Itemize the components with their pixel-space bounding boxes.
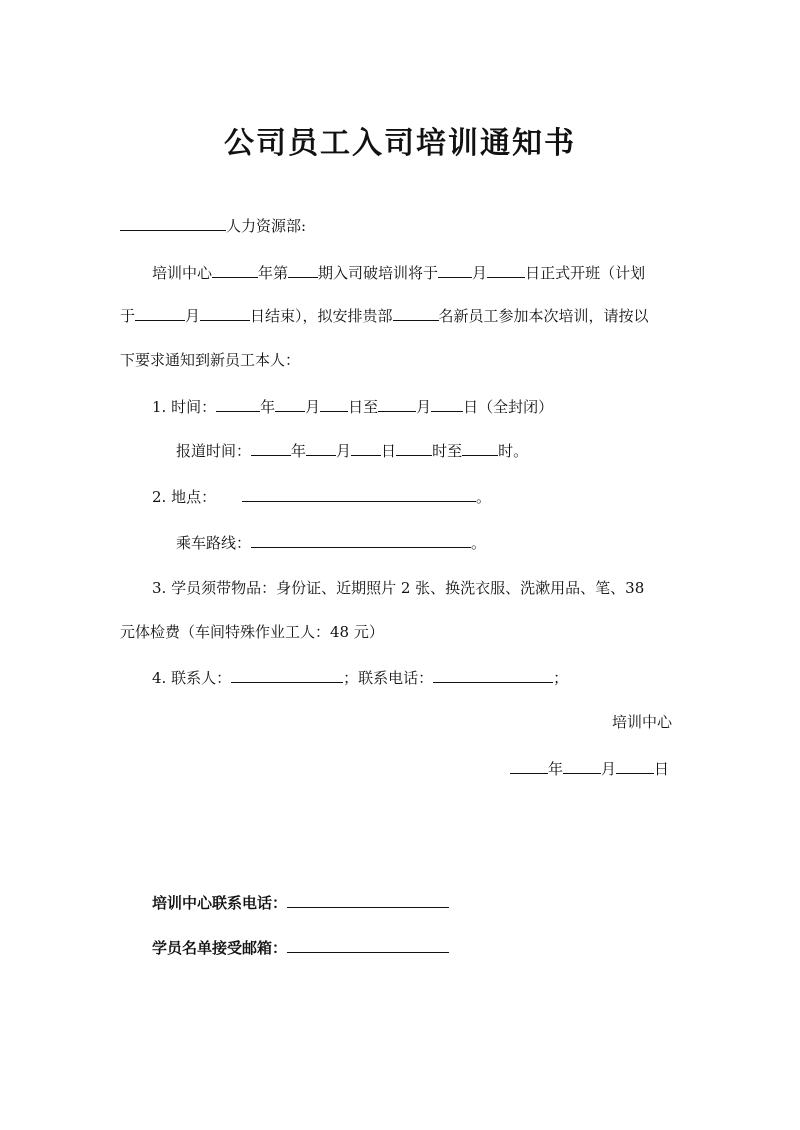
report-month-text: 月 xyxy=(336,442,352,460)
contact-end-text: ； xyxy=(553,669,569,687)
time-year-text: 年 xyxy=(260,398,276,416)
item4-contact-line xyxy=(152,668,568,688)
contact-blank[interactable] xyxy=(231,668,343,683)
addressee-line xyxy=(120,216,306,236)
para1-text-c: 期入司破培训将于 xyxy=(318,264,439,282)
signature-date-line xyxy=(510,759,669,779)
sign-month-blank[interactable] xyxy=(563,759,601,774)
footer-phone-line xyxy=(152,893,449,913)
report-time-line xyxy=(176,441,528,461)
footer-phone-label: 培训中心联系电话： xyxy=(152,894,288,912)
route-label: 乘车路线： xyxy=(176,534,252,552)
footer-email-blank[interactable] xyxy=(287,938,449,953)
report-hour-blank[interactable] xyxy=(396,441,432,456)
route-line xyxy=(176,533,486,553)
time-month-blank[interactable] xyxy=(275,397,305,412)
para1-text-e: 日正式开班（计划 xyxy=(525,264,646,282)
report-day-blank[interactable] xyxy=(351,441,381,456)
end-day-blank[interactable] xyxy=(200,306,250,321)
sign-day-blank[interactable] xyxy=(616,759,654,774)
sign-year-blank[interactable] xyxy=(510,759,548,774)
time-day2-blank[interactable] xyxy=(431,397,463,412)
contact-label: 4. 联系人： xyxy=(152,669,232,687)
route-blank[interactable] xyxy=(251,533,471,548)
para1-text-i: 名新员工参加本次培训，请按以 xyxy=(438,307,649,325)
place-label: 2. 地点： xyxy=(152,488,217,506)
footer-email-label: 学员名单接受邮箱： xyxy=(152,939,288,957)
session-blank[interactable] xyxy=(288,263,318,278)
footer-email-line xyxy=(152,938,449,958)
place-blank[interactable] xyxy=(242,487,476,502)
report-year-text: 年 xyxy=(291,442,307,460)
time-label: 1. 时间： xyxy=(152,398,217,416)
addressee-label: 人力资源部: xyxy=(226,217,307,235)
employee-count-blank[interactable] xyxy=(393,306,439,321)
year-blank[interactable] xyxy=(212,263,258,278)
para1-text-g: 月 xyxy=(185,307,201,325)
para1-line2 xyxy=(120,306,649,326)
report-time-label: 报道时间： xyxy=(176,442,252,460)
para1-text-a: 培训中心 xyxy=(152,264,213,282)
para1-text-f: 于 xyxy=(120,307,136,325)
time-year-blank[interactable] xyxy=(216,397,260,412)
start-month-blank[interactable] xyxy=(438,263,472,278)
para1-text-b: 年第 xyxy=(258,264,289,282)
sign-day-text: 日 xyxy=(654,760,670,778)
items-to-bring-text: 3. 学员须带物品：身份证、近期照片 2 张、换洗衣服、洗漱用品、笔、38 xyxy=(152,579,645,597)
item3-line2 xyxy=(120,622,384,642)
time-month2-blank[interactable] xyxy=(378,397,416,412)
signature-org: 培训中心 xyxy=(612,713,673,731)
item3-line1 xyxy=(152,578,644,598)
route-end-text: 。 xyxy=(471,534,487,552)
start-day-blank[interactable] xyxy=(487,263,525,278)
contact-phone-blank[interactable] xyxy=(433,668,553,683)
time-day-blank[interactable] xyxy=(320,397,348,412)
report-hour-to-text: 时至 xyxy=(432,442,463,460)
sign-year-text: 年 xyxy=(548,760,564,778)
para1-line1 xyxy=(152,263,645,283)
document-title: 公司员工入司培训通知书 xyxy=(224,126,576,161)
para1-text-d: 月 xyxy=(472,264,488,282)
report-year-blank[interactable] xyxy=(251,441,291,456)
para1-text-j: 下要求通知到新员工本人： xyxy=(120,351,301,369)
medical-fee-text: 元体检费（车间特殊作业工人：48 元） xyxy=(120,623,384,641)
footer-phone-blank[interactable] xyxy=(287,893,449,908)
end-month-blank[interactable] xyxy=(135,306,185,321)
time-month-text: 月 xyxy=(305,398,321,416)
report-month-blank[interactable] xyxy=(306,441,336,456)
item2-place-line xyxy=(152,487,491,507)
time-day-to-text: 日至 xyxy=(348,398,379,416)
time-day-end-text: 日（全封闭） xyxy=(463,398,554,416)
place-end-text: 。 xyxy=(476,488,492,506)
item1-time-line xyxy=(152,397,553,417)
report-day-text: 日 xyxy=(381,442,397,460)
para1-text-h: 日结束），拟安排贵部 xyxy=(250,307,393,325)
department-blank[interactable] xyxy=(120,216,226,231)
report-hour-end-text: 时。 xyxy=(498,442,529,460)
para1-line3 xyxy=(120,350,300,370)
sign-month-text: 月 xyxy=(601,760,617,778)
report-hour2-blank[interactable] xyxy=(462,441,498,456)
contact-phone-label: ；联系电话： xyxy=(343,669,434,687)
time-month2-text: 月 xyxy=(416,398,432,416)
